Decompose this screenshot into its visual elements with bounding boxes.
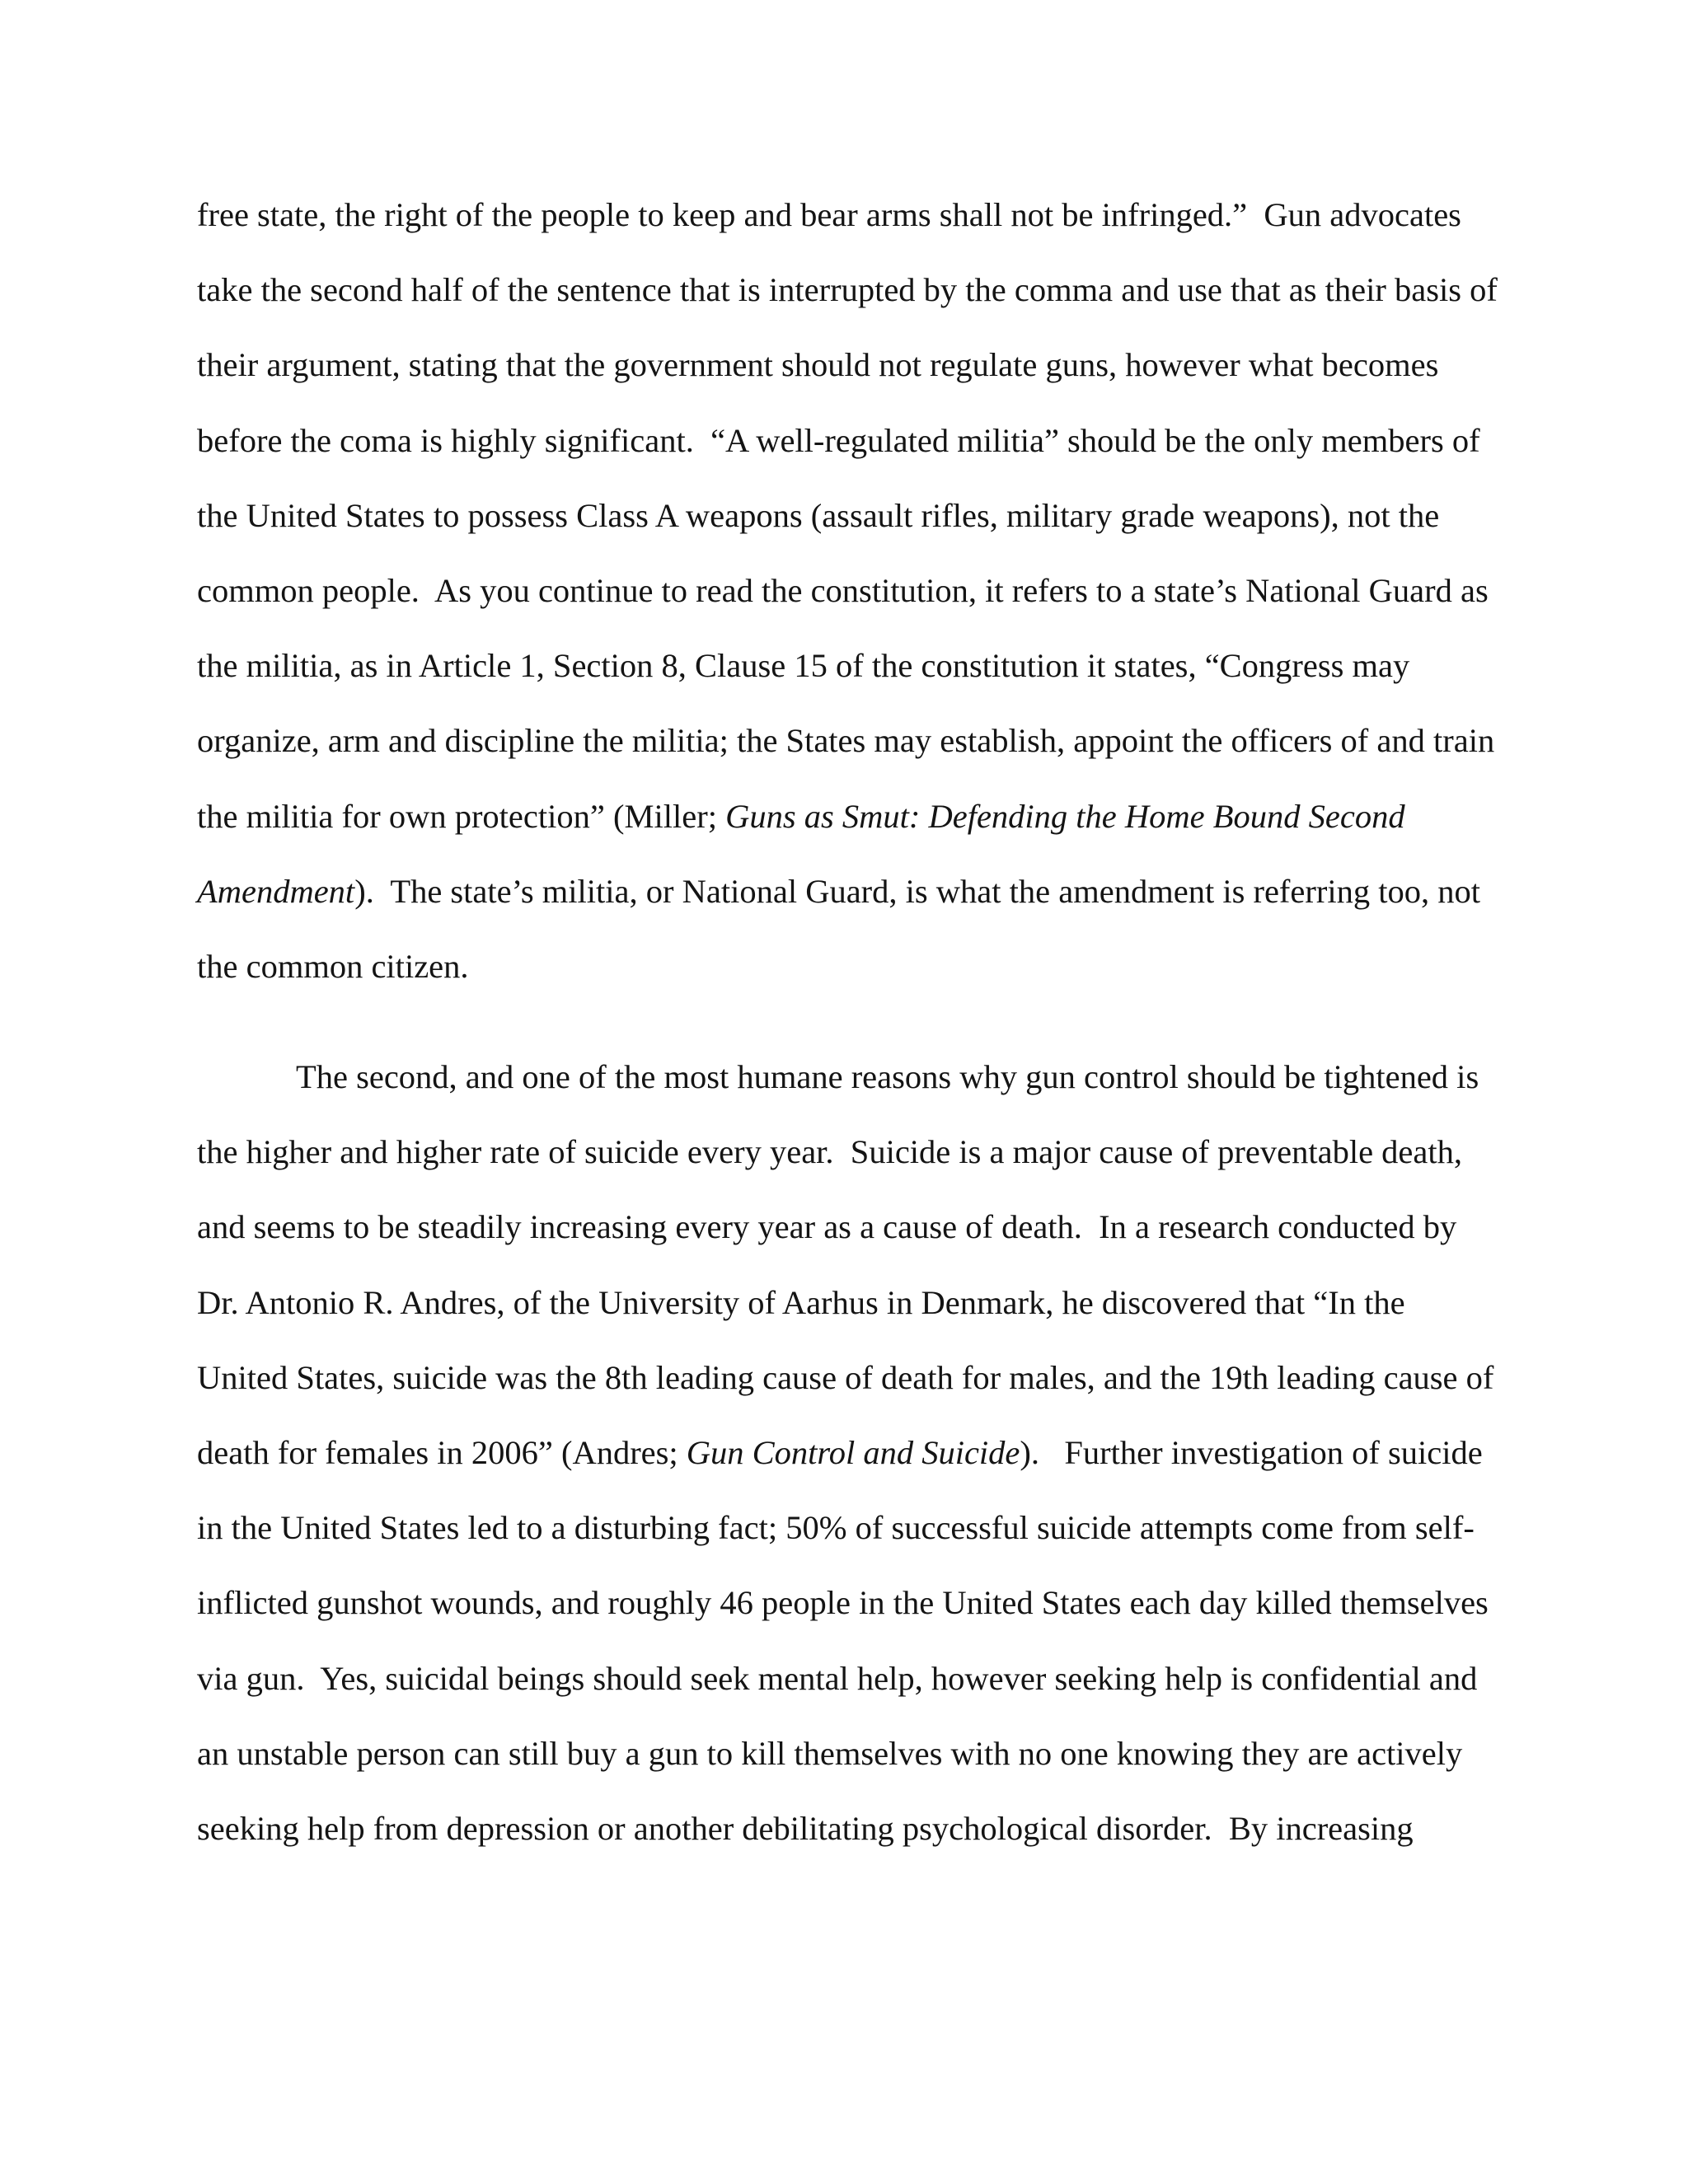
text-line: [197, 553, 1489, 629]
text-line: [197, 703, 1494, 779]
text-line: [197, 478, 1439, 554]
text-segment: the militia for own protection” (Miller;: [197, 797, 726, 835]
text-line: [197, 1114, 1462, 1190]
italic-citation: Gun Control and Suicide: [686, 1434, 1020, 1471]
text-segment: common people. As you continue to read the constitution, it refers to a state’s National Guard as: [197, 572, 1489, 609]
text-line: [296, 1039, 1479, 1115]
text-segment: seeking help from depression or another debilitating psychological disorder. By increasing: [197, 1810, 1414, 1847]
text-line: [197, 1189, 1456, 1265]
text-segment: the common citizen.: [197, 948, 469, 985]
text-segment: an unstable person can still buy a gun to kill themselves with no one knowing they are actively: [197, 1734, 1463, 1772]
text-line: [197, 252, 1498, 328]
text-line: [197, 327, 1438, 403]
text-line: [197, 628, 1409, 704]
text-segment: and seems to be steadily increasing every year as a cause of death. In a research conducted by: [197, 1208, 1457, 1246]
text-segment: ). Further investigation of suicide: [1020, 1434, 1483, 1471]
text-segment: death for females in 2006” (Andres;: [197, 1434, 687, 1471]
text-line: [197, 1791, 1414, 1867]
text-line: [197, 177, 1461, 253]
text-line: [197, 403, 1480, 479]
text-segment: United States, suicide was the 8th leading cause of death for males, and the 19th leading cause of: [197, 1358, 1494, 1396]
text-line: [197, 779, 1405, 855]
text-line: [197, 1415, 1483, 1491]
text-line: [197, 1340, 1493, 1416]
text-line: [197, 1641, 1477, 1717]
text-segment: via gun. Yes, suicidal beings should seek mental help, however seeking help is confidential and: [197, 1659, 1478, 1697]
text-line: [197, 1565, 1489, 1641]
text-segment: take the second half of the sentence that is interrupted by the comma and use that as their basis of: [197, 271, 1498, 309]
text-segment: Dr. Antonio R. Andres, of the University of Aarhus in Denmark, he discovered that “In the: [197, 1283, 1405, 1321]
text-line: [197, 1490, 1475, 1566]
text-line: [197, 854, 1480, 930]
italic-citation: Amendment: [197, 872, 355, 910]
text-segment: ). The state’s militia, or National Guard, is what the amendment is referring too, not: [354, 872, 1480, 910]
text-segment: in the United States led to a disturbing fact; 50% of successful suicide attempts come from self-: [197, 1509, 1475, 1547]
text-segment: inflicted gunshot wounds, and roughly 46 people in the United States each day killed themselves: [197, 1584, 1489, 1622]
text-segment: The second, and one of the most humane reasons why gun control should be tightened is: [296, 1058, 1479, 1095]
text-segment: the militia, as in Article 1, Section 8, Clause 15 of the constitution it states, “Congress may: [197, 647, 1410, 685]
text-segment: organize, arm and discipline the militia; the States may establish, appoint the officers of and train: [197, 722, 1495, 760]
text-segment: the higher and higher rate of suicide every year. Suicide is a major cause of preventable death,: [197, 1133, 1463, 1171]
text-segment: free state, the right of the people to keep and bear arms shall not be infringed.” Gun advocates: [197, 196, 1461, 233]
text-line: [197, 1265, 1405, 1341]
text-line: [197, 1716, 1462, 1792]
text-segment: the United States to possess Class A weapons (assault rifles, military grade weapons), not the: [197, 496, 1440, 534]
italic-citation: Guns as Smut: Defending the Home Bound Second: [725, 797, 1405, 835]
text-line: [197, 929, 469, 1005]
text-segment: their argument, stating that the government should not regulate guns, however what becomes: [197, 346, 1439, 384]
text-segment: before the coma is highly significant. “A well-regulated militia” should be the only members of: [197, 421, 1480, 459]
